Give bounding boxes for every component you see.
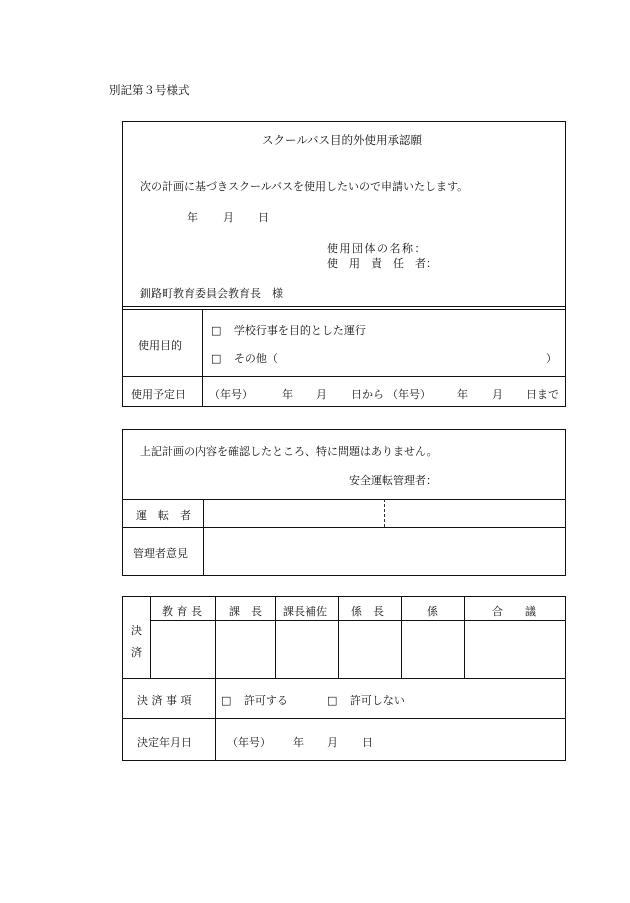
- form-number-label: 別記第３号様式: [109, 83, 190, 97]
- schedule-month-to: 月: [492, 388, 503, 401]
- addressee: 釧路町教育委員会教育長 様: [140, 287, 283, 300]
- row-divider: [123, 718, 565, 719]
- column-divider: [203, 499, 204, 576]
- purpose-option-school-event[interactable]: [211, 322, 366, 338]
- deny-label: 許可しない: [349, 694, 405, 707]
- schedule-day-from: 日から: [351, 388, 384, 401]
- row-divider: [122, 499, 566, 500]
- column-divider: [275, 597, 276, 678]
- form-title: スクールバス目的外使用承認願: [262, 133, 422, 147]
- checkbox-icon[interactable]: □: [221, 694, 232, 707]
- schedule-month-from: 月: [316, 388, 327, 401]
- request-text: 次の計画に基づきスクールバスを使用したいので申請いたします。: [140, 180, 469, 193]
- safety-manager-label: 安全運転管理者：: [349, 474, 437, 487]
- decision-side-label: 済: [131, 646, 142, 659]
- confirmation-text: 上記計画の内容を確認したところ、特に問題はありません。: [140, 445, 438, 458]
- separator-line: [123, 306, 565, 307]
- decision-date-day: 日: [362, 736, 373, 749]
- column-divider: [150, 597, 151, 678]
- header-superintendent: 教 育 長: [162, 605, 202, 618]
- dashed-divider: [384, 499, 385, 527]
- schedule-day-to: 日まで: [526, 388, 559, 401]
- header-section-chief: 課 長: [229, 605, 262, 618]
- header-assistant-chief: 課長補佐: [283, 605, 327, 618]
- schedule-era-to: （年号）: [387, 388, 431, 401]
- purpose-option-label: 学校行事を目的とした運行: [233, 324, 366, 337]
- column-divider: [215, 597, 216, 760]
- column-divider: [464, 597, 465, 678]
- driver-label: 運 転 者: [136, 509, 191, 522]
- purpose-option-label: その他（: [233, 352, 278, 365]
- column-divider: [401, 597, 402, 678]
- header-staff: 係: [427, 605, 438, 618]
- other-close-paren: ）: [546, 352, 557, 365]
- checkbox-icon[interactable]: □: [327, 694, 338, 707]
- approve-option[interactable]: [221, 692, 288, 708]
- row-divider: [122, 527, 566, 528]
- decision-matters-label: 決 済 事 項: [137, 694, 192, 707]
- decision-date-era: （年号）: [227, 736, 271, 749]
- row-divider: [123, 678, 565, 679]
- decision-side-label: 決: [131, 624, 142, 637]
- header-consultation: 合 議: [492, 605, 536, 618]
- column-divider: [338, 597, 339, 678]
- purpose-label: 使用目的: [138, 339, 182, 352]
- schedule-label: 使用予定日: [131, 388, 186, 401]
- header-divider: [150, 620, 565, 621]
- application-year-label: 年: [187, 211, 198, 224]
- column-divider: [202, 309, 203, 406]
- application-month-label: 月: [223, 211, 234, 224]
- purpose-option-other[interactable]: [211, 350, 278, 366]
- schedule-era-from: （年号）: [209, 388, 253, 401]
- checkbox-icon[interactable]: □: [211, 324, 222, 337]
- responsible-person-label: 使 用 責 任 者：: [327, 257, 437, 270]
- header-subsection-chief: 係 長: [351, 605, 384, 618]
- separator-line: [123, 309, 565, 310]
- schedule-year-from: 年: [282, 388, 293, 401]
- row-divider: [123, 376, 565, 377]
- application-day-label: 日: [258, 211, 269, 224]
- organization-name-label: 使用団体の名称：: [327, 242, 427, 255]
- deny-option[interactable]: [327, 692, 405, 708]
- decision-date-year: 年: [293, 736, 304, 749]
- decision-date-month: 月: [327, 736, 338, 749]
- approve-label: 許可する: [243, 694, 288, 707]
- checkbox-icon[interactable]: □: [211, 352, 222, 365]
- schedule-year-to: 年: [457, 388, 468, 401]
- decision-date-label: 決定年月日: [137, 736, 192, 749]
- manager-opinion-label: 管理者意見: [133, 547, 188, 560]
